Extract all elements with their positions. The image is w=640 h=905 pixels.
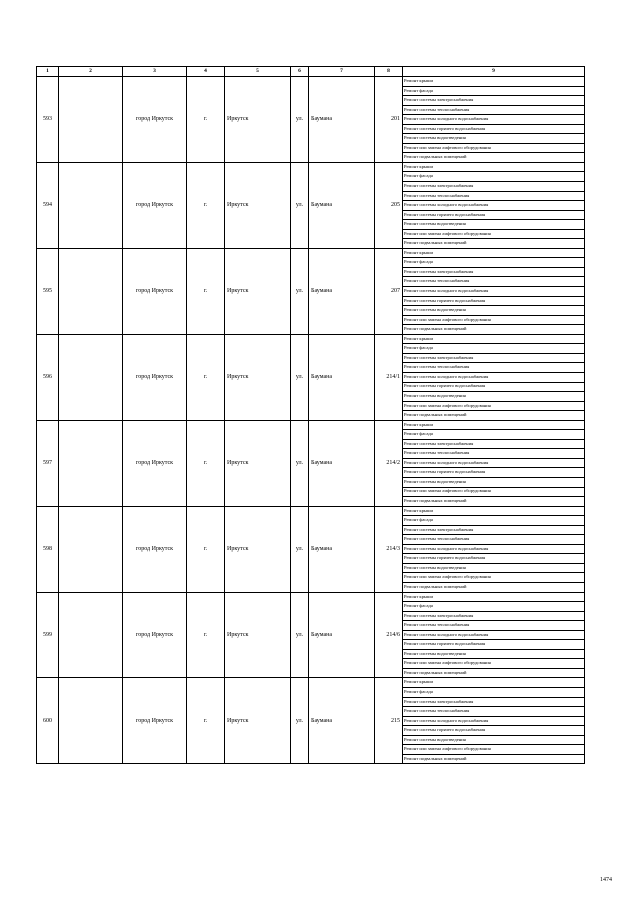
cell-work-type: Ремонт крыши <box>403 678 585 688</box>
cell-work-type: Ремонт системы холодного водоснабжения <box>403 287 585 297</box>
cell-house: 207 <box>375 248 403 334</box>
cell-street: Баумана <box>309 678 375 764</box>
cell-work-type: Ремонт системы электроснабжения <box>403 182 585 192</box>
cell-work-type: Ремонт фасада <box>403 172 585 182</box>
cell-num: 594 <box>37 162 59 248</box>
cell-work-type: Ремонт системы теплоснабжения <box>403 621 585 631</box>
cell-street-type: ул. <box>291 420 309 506</box>
cell-work-type: Ремонт системы холодного водоснабжения <box>403 544 585 554</box>
cell-work-type: Ремонт или замена лифтового оборудования <box>403 487 585 497</box>
cell-work-type: Ремонт системы водоотведения <box>403 134 585 144</box>
cell-street: Баумана <box>309 420 375 506</box>
cell-city: город Иркутск <box>123 420 187 506</box>
cell-name: Иркутск <box>225 248 291 334</box>
cell-street: Баумана <box>309 248 375 334</box>
cell-type: г. <box>187 678 225 764</box>
cell-work-type: Ремонт системы водоотведения <box>403 306 585 316</box>
empty-cell <box>59 248 123 334</box>
header-cell: 1 <box>37 67 59 77</box>
cell-work-type: Ремонт системы холодного водоснабжения <box>403 716 585 726</box>
cell-type: г. <box>187 77 225 163</box>
empty-cell <box>59 334 123 420</box>
cell-work-type: Ремонт подвальных помещений <box>403 153 585 163</box>
cell-num: 593 <box>37 77 59 163</box>
cell-work-type: Ремонт системы горячего водоснабжения <box>403 554 585 564</box>
cell-work-type: Ремонт фасада <box>403 86 585 96</box>
cell-name: Иркутск <box>225 77 291 163</box>
cell-work-type: Ремонт подвальных помещений <box>403 582 585 592</box>
cell-num: 596 <box>37 334 59 420</box>
cell-work-type: Ремонт системы электроснабжения <box>403 267 585 277</box>
cell-num: 599 <box>37 592 59 678</box>
cell-city: город Иркутск <box>123 77 187 163</box>
cell-city: город Иркутск <box>123 334 187 420</box>
cell-work-type: Ремонт или замена лифтового оборудования <box>403 401 585 411</box>
repair-program-table <box>36 66 585 764</box>
header-cell: 4 <box>187 67 225 77</box>
cell-work-type: Ремонт системы холодного водоснабжения <box>403 372 585 382</box>
cell-work-type: Ремонт фасада <box>403 516 585 526</box>
cell-name: Иркутск <box>225 162 291 248</box>
cell-street-type: ул. <box>291 162 309 248</box>
cell-work-type: Ремонт или замена лифтового оборудования <box>403 229 585 239</box>
cell-street-type: ул. <box>291 506 309 592</box>
header-cell: 8 <box>375 67 403 77</box>
cell-city: город Иркутск <box>123 162 187 248</box>
cell-work-type: Ремонт подвальных помещений <box>403 754 585 764</box>
cell-street: Баумана <box>309 77 375 163</box>
table-row <box>37 77 585 87</box>
cell-city: город Иркутск <box>123 506 187 592</box>
header-cell: 9 <box>403 67 585 77</box>
cell-work-type: Ремонт или замена лифтового оборудования <box>403 315 585 325</box>
table-row <box>37 162 585 172</box>
cell-type: г. <box>187 420 225 506</box>
cell-work-type: Ремонт системы водоотведения <box>403 563 585 573</box>
cell-name: Иркутск <box>225 678 291 764</box>
cell-type: г. <box>187 592 225 678</box>
cell-work-type: Ремонт системы электроснабжения <box>403 439 585 449</box>
cell-house: 201 <box>375 77 403 163</box>
header-cell: 6 <box>291 67 309 77</box>
cell-work-type: Ремонт подвальных помещений <box>403 668 585 678</box>
cell-num: 595 <box>37 248 59 334</box>
cell-work-type: Ремонт крыши <box>403 248 585 258</box>
cell-work-type: Ремонт системы горячего водоснабжения <box>403 468 585 478</box>
cell-work-type: Ремонт системы холодного водоснабжения <box>403 201 585 211</box>
cell-work-type: Ремонт системы водоотведения <box>403 649 585 659</box>
empty-cell <box>59 678 123 764</box>
cell-work-type: Ремонт системы теплоснабжения <box>403 449 585 459</box>
cell-name: Иркутск <box>225 420 291 506</box>
cell-work-type: Ремонт подвальных помещений <box>403 325 585 335</box>
cell-work-type: Ремонт или замена лифтового оборудования <box>403 659 585 669</box>
cell-street: Баумана <box>309 592 375 678</box>
cell-work-type: Ремонт системы электроснабжения <box>403 611 585 621</box>
cell-name: Иркутск <box>225 506 291 592</box>
cell-street-type: ул. <box>291 77 309 163</box>
cell-street: Баумана <box>309 334 375 420</box>
cell-work-type: Ремонт подвальных помещений <box>403 497 585 507</box>
cell-street: Баумана <box>309 162 375 248</box>
cell-work-type: Ремонт крыши <box>403 592 585 602</box>
header-cell: 7 <box>309 67 375 77</box>
cell-num: 598 <box>37 506 59 592</box>
cell-work-type: Ремонт системы горячего водоснабжения <box>403 726 585 736</box>
cell-work-type: Ремонт крыши <box>403 162 585 172</box>
table-row <box>37 420 585 430</box>
cell-work-type: Ремонт системы холодного водоснабжения <box>403 630 585 640</box>
cell-work-type: Ремонт системы теплоснабжения <box>403 363 585 373</box>
table-row <box>37 678 585 688</box>
header-cell: 5 <box>225 67 291 77</box>
cell-work-type: Ремонт системы горячего водоснабжения <box>403 382 585 392</box>
cell-type: г. <box>187 506 225 592</box>
cell-work-type: Ремонт фасада <box>403 258 585 268</box>
header-cell: 2 <box>59 67 123 77</box>
cell-type: г. <box>187 248 225 334</box>
cell-work-type: Ремонт системы горячего водоснабжения <box>403 210 585 220</box>
cell-work-type: Ремонт системы водоотведения <box>403 735 585 745</box>
cell-house: 214/1 <box>375 334 403 420</box>
cell-work-type: Ремонт системы горячего водоснабжения <box>403 124 585 134</box>
table-body <box>37 77 585 764</box>
page-number: 1474 <box>600 877 612 883</box>
cell-work-type: Ремонт фасада <box>403 688 585 698</box>
cell-work-type: Ремонт системы горячего водоснабжения <box>403 296 585 306</box>
cell-work-type: Ремонт фасада <box>403 430 585 440</box>
cell-work-type: Ремонт системы теплоснабжения <box>403 191 585 201</box>
table-row <box>37 334 585 344</box>
cell-street-type: ул. <box>291 334 309 420</box>
cell-name: Иркутск <box>225 334 291 420</box>
cell-house: 214/3 <box>375 506 403 592</box>
cell-work-type: Ремонт или замена лифтового оборудования <box>403 745 585 755</box>
cell-work-type: Ремонт системы горячего водоснабжения <box>403 640 585 650</box>
cell-house: 214/6 <box>375 592 403 678</box>
cell-work-type: Ремонт крыши <box>403 77 585 87</box>
cell-street-type: ул. <box>291 248 309 334</box>
cell-work-type: Ремонт системы холодного водоснабжения <box>403 458 585 468</box>
table-row <box>37 592 585 602</box>
header-row <box>37 67 585 77</box>
cell-work-type: Ремонт или замена лифтового оборудования <box>403 573 585 583</box>
cell-work-type: Ремонт подвальных помещений <box>403 411 585 421</box>
empty-cell <box>59 162 123 248</box>
cell-work-type: Ремонт фасада <box>403 602 585 612</box>
cell-work-type: Ремонт системы водоотведения <box>403 220 585 230</box>
cell-city: город Иркутск <box>123 678 187 764</box>
cell-work-type: Ремонт системы электроснабжения <box>403 525 585 535</box>
cell-street-type: ул. <box>291 592 309 678</box>
cell-street: Баумана <box>309 506 375 592</box>
cell-work-type: Ремонт подвальных помещений <box>403 239 585 249</box>
table-row <box>37 506 585 516</box>
header-cell: 3 <box>123 67 187 77</box>
cell-house: 215 <box>375 678 403 764</box>
empty-cell <box>59 420 123 506</box>
cell-type: г. <box>187 162 225 248</box>
cell-work-type: Ремонт крыши <box>403 334 585 344</box>
cell-work-type: Ремонт системы электроснабжения <box>403 697 585 707</box>
cell-work-type: Ремонт системы водоотведения <box>403 392 585 402</box>
cell-work-type: Ремонт крыши <box>403 420 585 430</box>
cell-name: Иркутск <box>225 592 291 678</box>
cell-work-type: Ремонт или замена лифтового оборудования <box>403 143 585 153</box>
cell-work-type: Ремонт системы холодного водоснабжения <box>403 115 585 125</box>
cell-work-type: Ремонт системы водоотведения <box>403 477 585 487</box>
cell-work-type: Ремонт системы электроснабжения <box>403 353 585 363</box>
cell-city: город Иркутск <box>123 592 187 678</box>
cell-house: 205 <box>375 162 403 248</box>
empty-cell <box>59 592 123 678</box>
cell-work-type: Ремонт системы теплоснабжения <box>403 277 585 287</box>
cell-street-type: ул. <box>291 678 309 764</box>
cell-num: 597 <box>37 420 59 506</box>
cell-city: город Иркутск <box>123 248 187 334</box>
cell-num: 600 <box>37 678 59 764</box>
empty-cell <box>59 77 123 163</box>
table-row <box>37 248 585 258</box>
cell-work-type: Ремонт фасада <box>403 344 585 354</box>
cell-work-type: Ремонт системы теплоснабжения <box>403 105 585 115</box>
cell-work-type: Ремонт системы теплоснабжения <box>403 535 585 545</box>
cell-work-type: Ремонт системы теплоснабжения <box>403 707 585 717</box>
cell-work-type: Ремонт системы электроснабжения <box>403 96 585 106</box>
cell-house: 214/2 <box>375 420 403 506</box>
cell-work-type: Ремонт крыши <box>403 506 585 516</box>
empty-cell <box>59 506 123 592</box>
cell-type: г. <box>187 334 225 420</box>
